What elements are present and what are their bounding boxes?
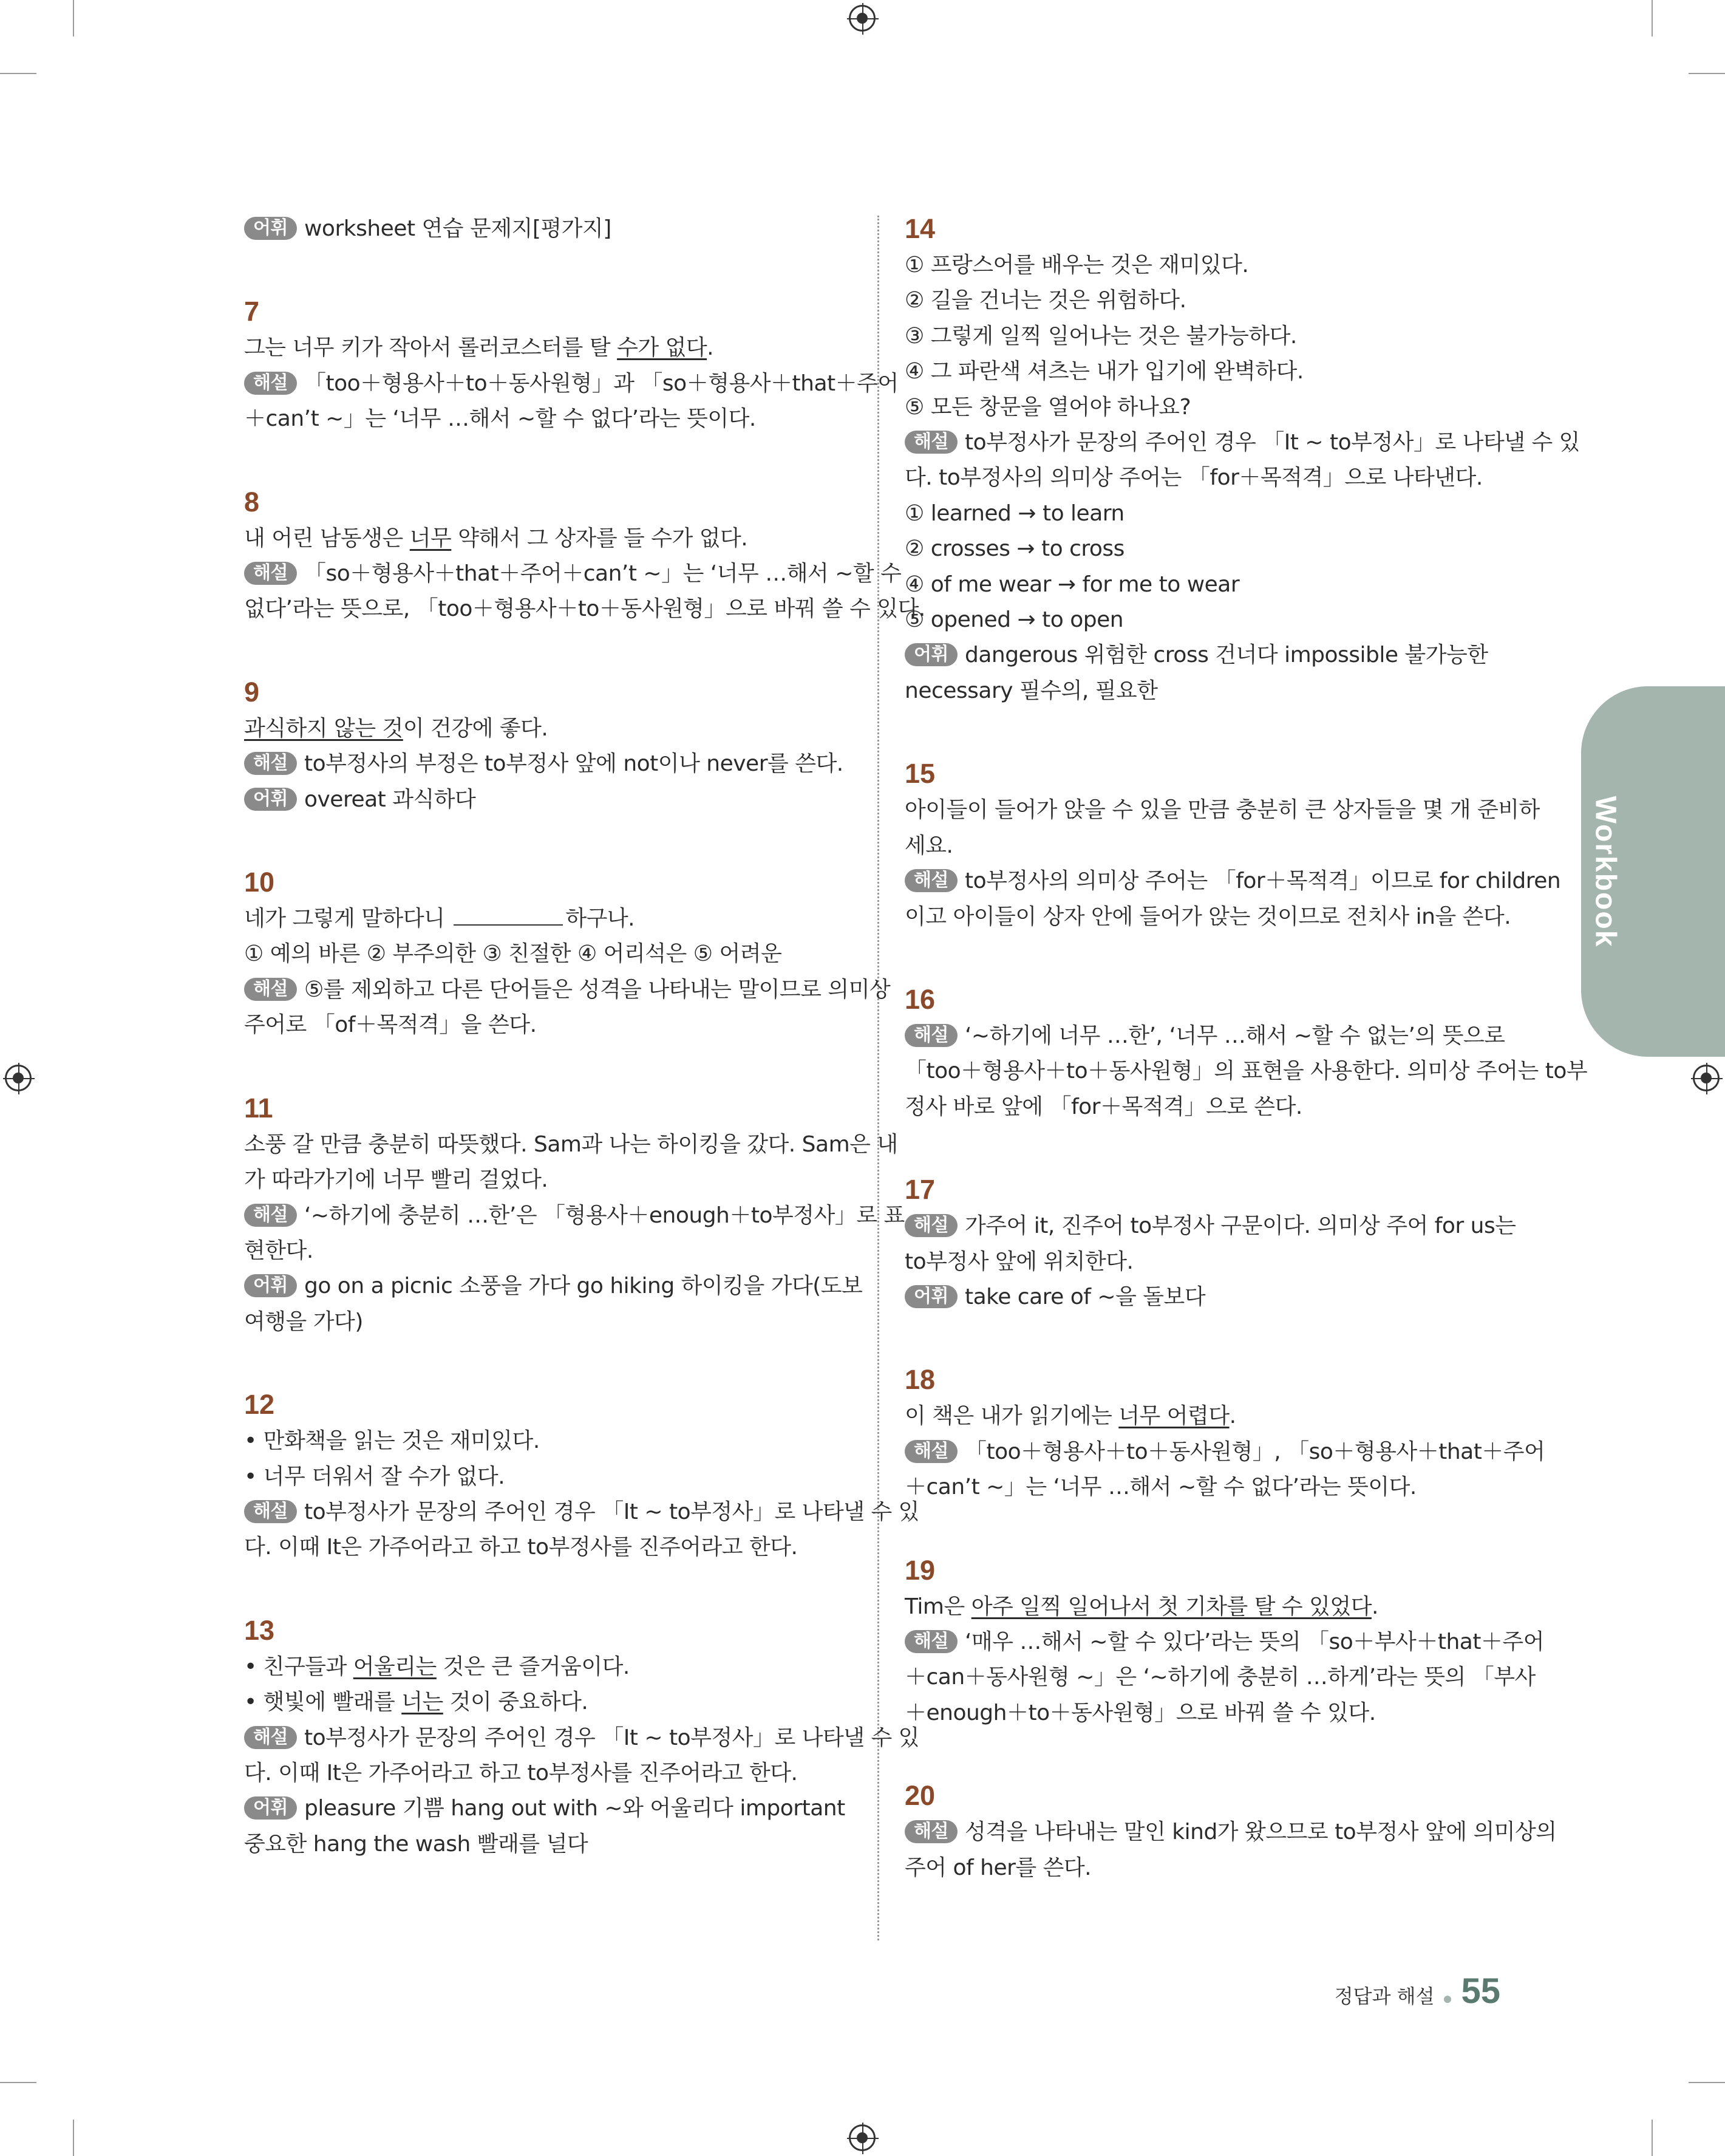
translation-line: ① 프랑스어를 배우는 것은 재미있다. [905,253,1249,278]
translation-line: ② 길을 건너는 것은 위험하다. [905,288,1186,313]
crop-mark [1689,2082,1725,2083]
vocab-line: 어휘 overeat 과식하다 [244,782,851,817]
vocab-tag: 어휘 [905,643,958,666]
explanation-line: 해설 가주어 it, 진주어 to부정사 구문이다. 의미상 주어 for us는 [905,1209,1508,1244]
vocab-line: 중요한 hang the wash 빨래를 널다 [244,1831,588,1857]
explain-tag: 해설 [244,1726,297,1749]
answer-8 [244,485,925,627]
translation-line: 과식하지 않는 것이 건강에 좋다. [244,715,548,741]
translation-line: 아이들이 들어가 앉을 수 있을 만큼 충분히 큰 상자들을 몇 개 준비하 [905,797,1540,823]
explanation-line: 해설 성격을 나타내는 말인 kind가 왔으므로 to부정사 앞에 의미상의 [905,1815,1508,1850]
crop-mark [0,73,36,74]
answer-7 [244,294,899,437]
translation-line: 네가 그렇게 말하다니 하구나. [244,906,635,932]
explanation-line: 다. 이때 It은 가주어라고 하고 to부정사를 진주어라고 한다. [244,1760,798,1786]
translation-line: 세요. [905,833,953,858]
explanation-line: 이고 아이들이 상자 안에 들어가 앉는 것이므로 전치사 in을 쓴다. [905,904,1511,929]
translation-line: 소풍 갈 만큼 충분히 따뜻했다. Sam과 나는 하이킹을 갔다. Sam은 내 [244,1131,898,1157]
explain-tag: 해설 [905,1440,958,1463]
explanation-line: ＋can＋동사원형 ~」은 ‘~하기에 충분히 …하게’라는 뜻의 「부사 [905,1665,1536,1690]
choice-line: ① 예의 바른 ② 부주의한 ③ 친절한 ④ 어리석은 ⑤ 어려운 [244,941,782,967]
explain-tag: 해설 [905,1630,958,1653]
registration-mark-icon [1693,1065,1720,1091]
explanation-line: 해설 to부정사의 의미상 주어는 「for＋목적격」이므로 for children [905,864,1508,899]
explanation-line: 없다’라는 뜻으로, 「too＋형용사＋to＋동사원형」으로 바꿔 쓸 수 있다. [244,596,925,622]
page-number: 55 [1461,1971,1500,2011]
correction-line: ④ of me wear → for me to wear [905,571,1240,597]
footer-dot-icon [1444,1996,1451,2003]
question-number: 8 [244,486,260,517]
explanation-line: ＋enough＋to＋동사원형」으로 바꿔 쓸 수 있다. [905,1700,1376,1725]
answer-16 [905,982,1588,1125]
vocab-tag: 어휘 [244,217,297,240]
registration-mark-icon [5,1065,32,1091]
explain-tag: 해설 [244,1204,297,1227]
explain-tag: 해설 [244,978,297,1001]
answer-11 [244,1091,905,1340]
question-number: 15 [905,758,936,790]
question-number: 11 [244,1092,273,1124]
answer-9 [244,675,851,817]
translation-line: 그는 너무 키가 작아서 롤러코스터를 탈 수가 없다. [244,335,714,361]
explanation-line: 해설 「so＋형용사＋that＋주어＋can’t ~」는 ‘너무 …해서 ~할 수 [244,556,851,592]
answer-12 [244,1387,919,1566]
explanation-line: 「too＋형용사＋to＋동사원형」의 표현을 사용한다. 의미상 주어는 to부 [905,1059,1588,1084]
correction-line: ② crosses → to cross [905,536,1124,562]
answer-15 [905,756,1561,935]
translation-line: ③ 그렇게 일찍 일어나는 것은 불가능하다. [905,323,1297,349]
explanation-line: 해설 to부정사가 문장의 주어인 경우 「It ~ to부정사」로 나타낼 수 있 [244,1721,851,1756]
explanation-line: 해설 「too＋형용사＋to＋동사원형」, 「so＋형용사＋that＋주어 [905,1434,1508,1470]
explanation-line: 해설 「too＋형용사＋to＋동사원형」과 「so＋형용사＋that＋주어 [244,366,851,401]
translation-line: Tim은 아주 일찍 일어나서 첫 기차를 탈 수 있었다. [905,1594,1378,1619]
crop-mark [73,2120,74,2156]
explain-tag: 해설 [905,1024,958,1047]
column-divider [877,216,879,1940]
question-number: 20 [905,1780,936,1812]
explanation-line: 다. 이때 It은 가주어라고 하고 to부정사를 진주어라고 한다. [244,1535,798,1560]
question-number: 18 [905,1364,936,1396]
vocab-tag: 어휘 [244,1274,297,1297]
explanation-line: 해설 to부정사의 부정은 to부정사 앞에 not이나 never를 쓴다. [244,746,851,782]
explanation-line: 해설 ‘~하기에 충분히 …한’은 「형용사＋enough＋to부정사」로 표 [244,1198,851,1233]
question-number: 16 [905,983,936,1015]
footer-label: 정답과 해설 [1334,1985,1435,2008]
registration-mark-icon [849,5,876,32]
explain-tag: 해설 [244,1500,297,1523]
translation-line: 가 따라가기에 너무 빨리 걸었다. [244,1167,548,1193]
explanation-line: 해설 ⑤를 제외하고 다른 단어들은 성격을 나타내는 말이므로 의미상 [244,972,851,1008]
crop-mark [1689,73,1725,74]
vocab-tag: 어휘 [244,788,297,811]
explanation-line: 주어 of her를 쓴다. [905,1855,1092,1880]
crop-mark [1652,0,1653,36]
answer-19 [905,1553,1544,1731]
explanation-line: 현한다. [244,1238,313,1263]
right-column [905,211,1588,1933]
vocab-line: 어휘 dangerous 위험한 cross 건너다 impossible 불가능한 [905,638,1508,673]
explain-tag: 해설 [905,1214,958,1237]
vocab-line: 어휘 go on a picnic 소풍을 가다 go hiking 하이킹을 가다(도보 [244,1269,851,1304]
registration-mark-icon [849,2124,876,2151]
answer-blank [454,906,563,926]
explain-tag: 해설 [244,372,297,395]
vocab-line: 여행을 가다) [244,1309,363,1334]
workbook-tab-label: Workbook [1589,796,1622,947]
answer-17 [905,1172,1516,1315]
explanation-line: ＋can’t ~」는 ‘너무 …해서 ~할 수 없다’라는 뜻이다. [905,1475,1417,1500]
correction-line: ① learned → to learn [905,500,1124,526]
question-number: 10 [244,867,275,898]
vocab-line: 어휘 take care of ~을 돌보다 [905,1280,1508,1315]
answer-13 [244,1613,919,1862]
answer-18 [905,1362,1545,1505]
explanation-line: 해설 to부정사가 문장의 주어인 경우 「It ~ to부정사」로 나타낼 수 있 [244,1495,851,1530]
question-number: 17 [905,1174,936,1206]
question-number: 12 [244,1389,275,1421]
translation-line: • 만화책을 읽는 것은 재미있다. [244,1428,540,1454]
vocab-intro [244,211,851,247]
correction-line: ⑤ opened → to open [905,607,1124,633]
vocab-line: necessary 필수의, 필요한 [905,678,1158,703]
explanation-line: 주어로 「of＋목적격」을 쓴다. [244,1012,537,1038]
translation-line: • 친구들과 어울리는 것은 큰 즐거움이다. [244,1654,630,1679]
answer-14 [905,211,1580,709]
crop-mark [0,2082,36,2083]
translation-line: • 햇빛에 빨래를 너는 것이 중요하다. [244,1690,588,1715]
translation-line: 이 책은 내가 읽기에는 너무 어렵다. [905,1404,1236,1429]
vocab-line: 어휘 worksheet 연습 문제지[평가지] [244,211,851,247]
explanation-line: ＋can’t ~」는 ‘너무 …해서 ~할 수 없다’라는 뜻이다. [244,406,756,432]
crop-mark [73,0,74,36]
explanation-line: 해설 ‘~하기에 너무 …한’, ‘너무 …해서 ~할 수 없는’의 뜻으로 [905,1018,1508,1054]
explanation-line: to부정사 앞에 위치한다. [905,1249,1134,1274]
question-number: 9 [244,676,260,708]
vocab-tag: 어휘 [905,1285,958,1308]
explain-tag: 해설 [905,431,958,454]
translation-line: ④ 그 파란색 셔츠는 내가 입기에 완벽하다. [905,359,1304,384]
translation-line: 내 어린 남동생은 너무 약해서 그 상자를 들 수가 없다. [244,525,748,551]
translation-line: • 너무 더워서 잘 수가 없다. [244,1464,505,1489]
crop-mark [1652,2120,1653,2156]
page-footer [1335,1971,1500,2011]
explain-tag: 해설 [244,752,297,775]
answer-20 [905,1778,1557,1886]
translation-line: ⑤ 모든 창문을 열어야 하나요? [905,394,1191,420]
vocab-line: 어휘 pleasure 기쁨 hang out with ~와 어울리다 important [244,1791,851,1826]
explain-tag: 해설 [905,1820,958,1843]
question-number: 19 [905,1554,936,1586]
vocab-tag: 어휘 [244,1796,297,1820]
explanation-line: 해설 ‘매우 …해서 ~할 수 있다’라는 뜻의 「so＋부사＋that＋주어 [905,1625,1508,1660]
answer-10 [244,865,891,1043]
explanation-line: 다. to부정사의 의미상 주어는 「for＋목적격」으로 나타낸다. [905,465,1483,491]
question-number: 14 [905,213,936,244]
explanation-line: 해설 to부정사가 문장의 주어인 경우 「It ~ to부정사」로 나타낼 수 있 [905,425,1508,460]
explain-tag: 해설 [905,869,958,892]
question-number: 13 [244,1614,275,1646]
question-number: 7 [244,296,260,327]
explanation-line: 정사 바로 앞에 「for＋목적격」으로 쓴다. [905,1094,1302,1119]
explain-tag: 해설 [244,562,297,585]
